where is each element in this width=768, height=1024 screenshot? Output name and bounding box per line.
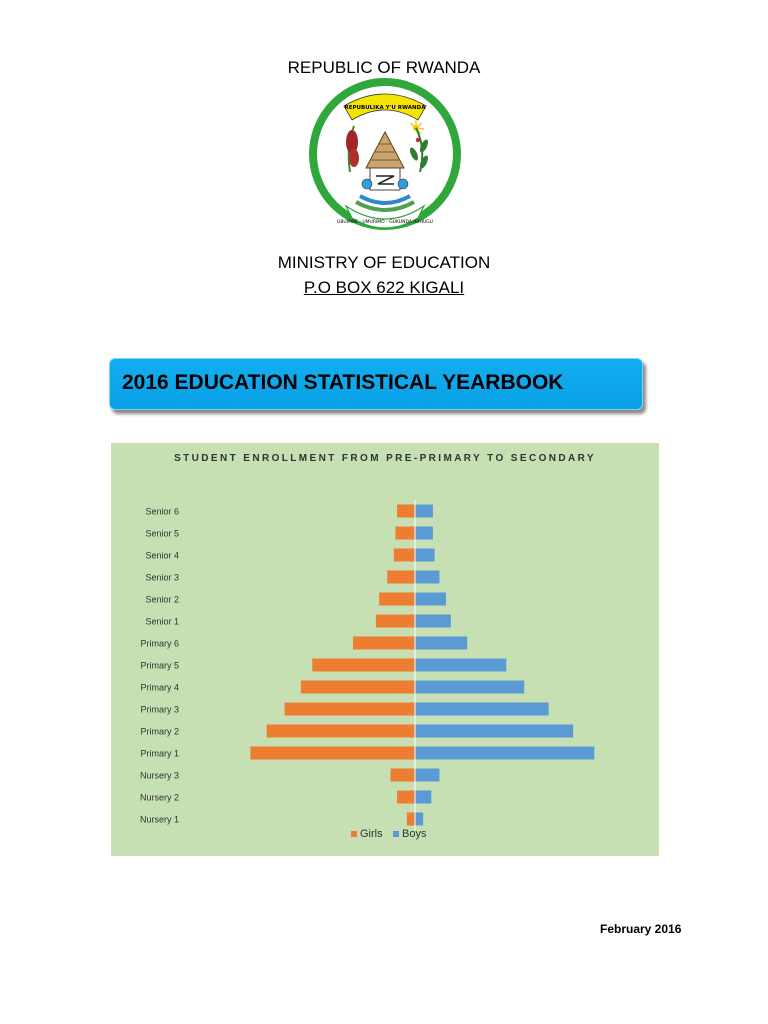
bar-girls-primary-1 — [250, 747, 415, 760]
bar-girls-senior-2 — [379, 593, 415, 606]
category-label-nursery-3: Nursery 3 — [139, 770, 179, 781]
bar-boys-primary-5 — [415, 659, 506, 672]
category-label-primary-6: Primary 6 — [140, 638, 179, 649]
bar-boys-senior-6 — [415, 505, 433, 518]
legend-swatch-boys — [393, 831, 399, 837]
category-label-primary-2: Primary 2 — [140, 726, 179, 737]
category-label-primary-5: Primary 5 — [140, 660, 179, 671]
category-label-nursery-1: Nursery 1 — [139, 814, 179, 825]
bar-girls-senior-6 — [397, 505, 415, 518]
category-label-senior-5: Senior 5 — [145, 528, 179, 539]
rwanda-coat-of-arms-emblem — [306, 76, 464, 240]
chart-title: STUDENT ENROLLMENT FROM PRE-PRIMARY TO SECONDARY — [174, 453, 596, 464]
category-label-senior-3: Senior 3 — [145, 572, 179, 583]
bar-boys-primary-4 — [415, 681, 524, 694]
emblem-top-text: REPUBULIKA Y'U RWANDA — [344, 105, 426, 111]
emblem-motto-text: UBUMWE - UMURIMO - GUKUNDA IGIHUGU — [337, 220, 433, 225]
legend-label-girls: Girls — [360, 828, 383, 840]
bar-boys-senior-3 — [415, 571, 439, 584]
bar-girls-nursery-2 — [397, 791, 415, 804]
bar-girls-primary-3 — [285, 703, 415, 716]
category-label-senior-6: Senior 6 — [145, 506, 179, 517]
bar-boys-nursery-1 — [415, 813, 423, 826]
bar-boys-senior-4 — [415, 549, 435, 562]
yearbook-title-banner — [109, 358, 643, 410]
bar-boys-senior-1 — [415, 615, 451, 628]
enrollment-chart — [111, 443, 659, 856]
yearbook-title: 2016 EDUCATION STATISTICAL YEARBOOK — [122, 371, 564, 394]
address-heading: P.O BOX 622 KIGALI — [303, 278, 465, 297]
legend-swatch-girls — [351, 831, 357, 837]
bar-girls-primary-2 — [267, 725, 415, 738]
bar-girls-nursery-1 — [407, 813, 415, 826]
legend-label-boys: Boys — [402, 828, 427, 840]
category-label-senior-4: Senior 4 — [145, 550, 179, 561]
ministry-heading: MINISTRY OF EDUCATION — [277, 253, 491, 272]
category-label-senior-2: Senior 2 — [145, 594, 179, 605]
bar-boys-senior-2 — [415, 593, 446, 606]
bar-girls-senior-5 — [395, 527, 415, 540]
bar-girls-senior-4 — [394, 549, 415, 562]
category-label-primary-4: Primary 4 — [140, 682, 179, 693]
bar-girls-primary-6 — [353, 637, 415, 650]
bar-girls-primary-4 — [301, 681, 415, 694]
chart-plot — [111, 443, 659, 856]
bar-boys-primary-2 — [415, 725, 573, 738]
bar-girls-senior-3 — [387, 571, 415, 584]
bar-boys-primary-3 — [415, 703, 549, 716]
country-heading: REPUBLIC OF RWANDA — [287, 58, 481, 77]
category-label-nursery-2: Nursery 2 — [139, 792, 179, 803]
category-label-senior-1: Senior 1 — [145, 616, 179, 627]
bar-boys-nursery-3 — [415, 769, 439, 782]
category-label-primary-1: Primary 1 — [140, 748, 179, 759]
bar-girls-primary-5 — [312, 659, 415, 672]
bar-boys-nursery-2 — [415, 791, 431, 804]
bar-girls-senior-1 — [376, 615, 415, 628]
category-label-primary-3: Primary 3 — [140, 704, 179, 715]
bar-boys-primary-6 — [415, 637, 467, 650]
bar-boys-primary-1 — [415, 747, 594, 760]
bar-girls-nursery-3 — [391, 769, 415, 782]
publication-date: February 2016 — [600, 922, 682, 936]
bar-boys-senior-5 — [415, 527, 433, 540]
